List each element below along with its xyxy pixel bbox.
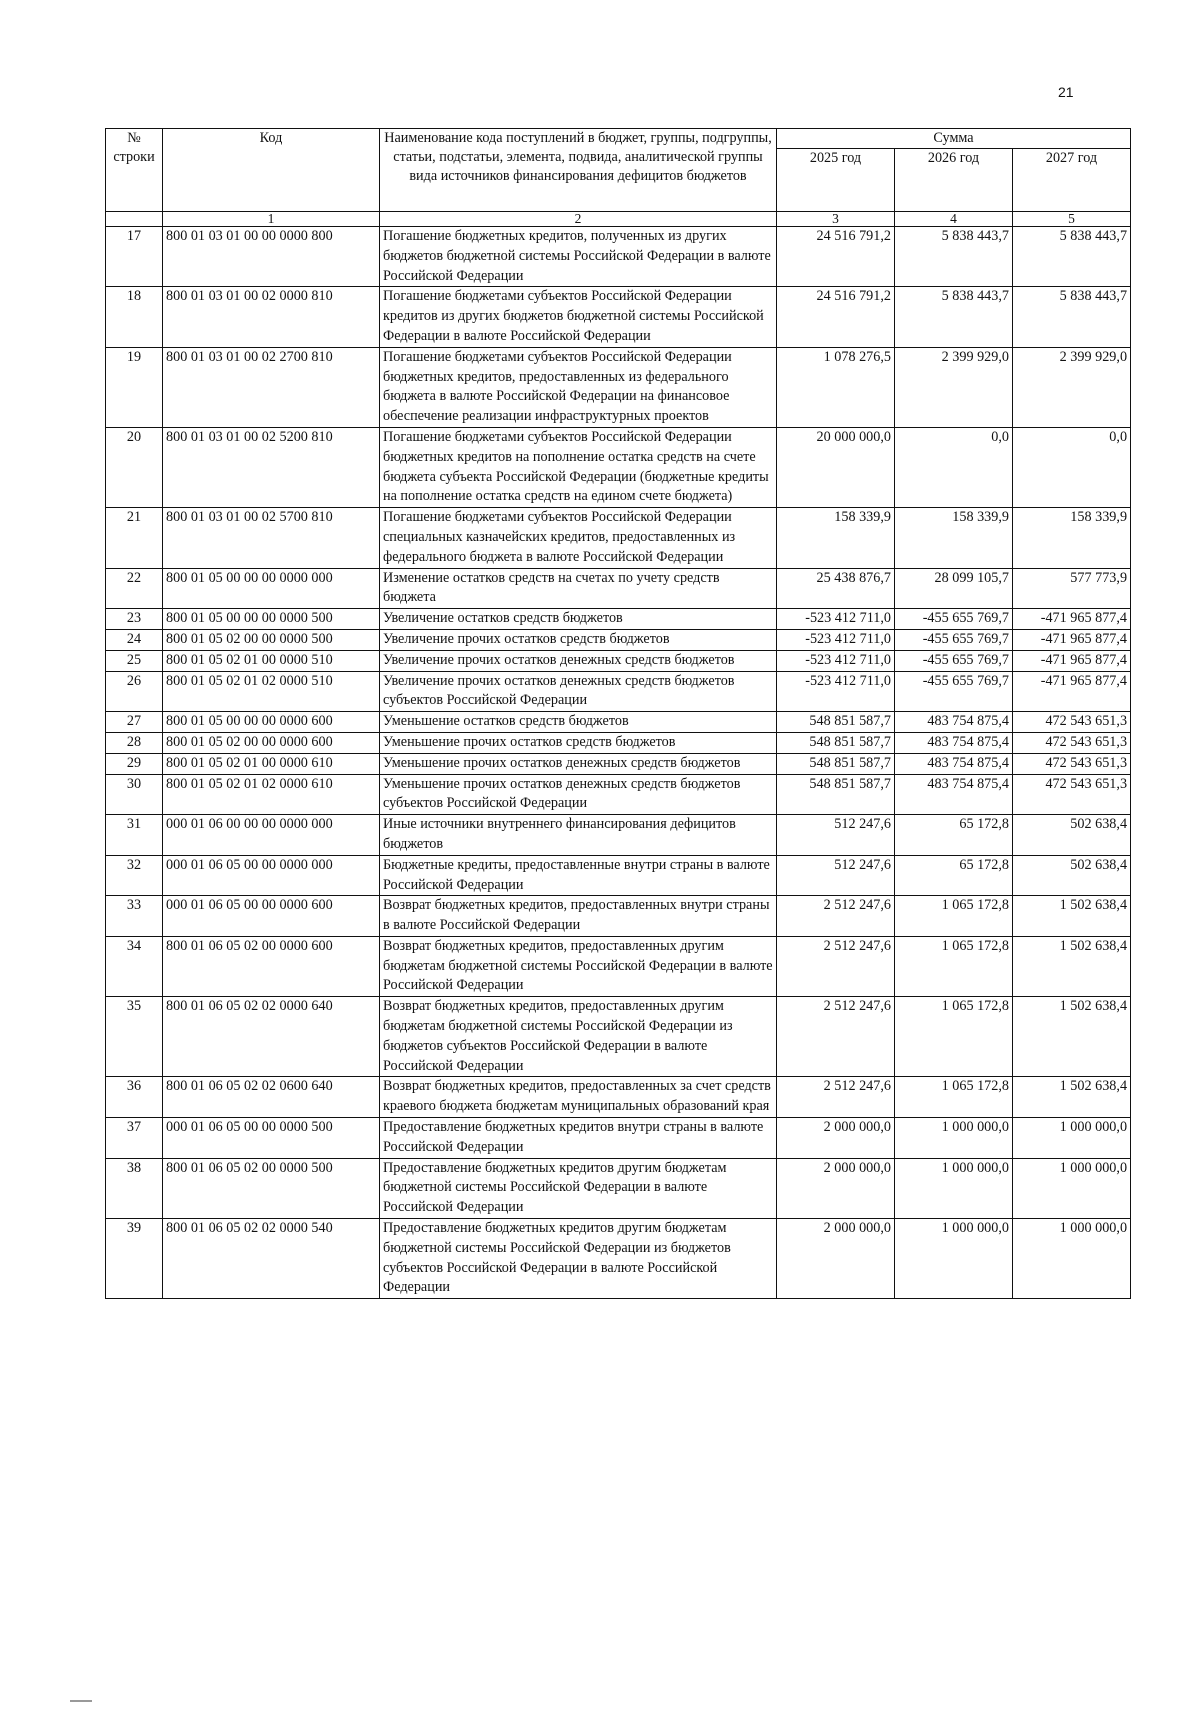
table-row — [106, 753, 1131, 774]
amount-2027-cell: 158 339,9 — [1013, 508, 1131, 568]
amount-2026-cell: 1 065 172,8 — [895, 1077, 1013, 1118]
table-row — [106, 568, 1131, 609]
name-cell: Увеличение прочих остатков денежных средств бюджетов субъектов Российской Федерации — [380, 671, 777, 712]
table-row — [106, 712, 1131, 733]
amount-2027-cell: 5 838 443,7 — [1013, 287, 1131, 347]
amount-2027-cell: 2 399 929,0 — [1013, 347, 1131, 427]
amount-2027-cell: 472 543 651,3 — [1013, 774, 1131, 815]
name-cell: Изменение остатков средств на счетах по учету средств бюджета — [380, 568, 777, 609]
amount-2025-cell: 548 851 587,7 — [777, 732, 895, 753]
amount-2027-cell: 1 502 638,4 — [1013, 1077, 1131, 1118]
amount-2027-cell: 472 543 651,3 — [1013, 732, 1131, 753]
row-number-cell: 21 — [106, 508, 163, 568]
amount-2025-cell: 2 000 000,0 — [777, 1219, 895, 1299]
code-cell: 000 01 06 00 00 00 0000 000 — [163, 815, 380, 856]
amount-2025-cell: 548 851 587,7 — [777, 774, 895, 815]
table-row — [106, 774, 1131, 815]
table-row — [106, 997, 1131, 1077]
row-number-cell: 31 — [106, 815, 163, 856]
table-row — [106, 936, 1131, 996]
table-row — [106, 609, 1131, 630]
code-cell: 800 01 05 02 01 00 0000 510 — [163, 650, 380, 671]
page-number: 21 — [1058, 84, 1074, 100]
row-number-cell: 38 — [106, 1158, 163, 1218]
code-cell: 800 01 05 00 00 00 0000 600 — [163, 712, 380, 733]
amount-2027-cell: 1 502 638,4 — [1013, 997, 1131, 1077]
table-row — [106, 1219, 1131, 1299]
code-cell: 800 01 06 05 02 00 0000 600 — [163, 936, 380, 996]
budget-sources-table — [105, 128, 1131, 1299]
column-number — [106, 212, 163, 227]
amount-2027-cell: 472 543 651,3 — [1013, 753, 1131, 774]
amount-2027-cell: 5 838 443,7 — [1013, 227, 1131, 287]
amount-2026-cell: 1 000 000,0 — [895, 1158, 1013, 1218]
header-sum: Сумма — [777, 129, 1131, 149]
amount-2027-cell: 1 000 000,0 — [1013, 1219, 1131, 1299]
amount-2027-cell: -471 965 877,4 — [1013, 650, 1131, 671]
code-cell: 000 01 06 05 00 00 0000 000 — [163, 855, 380, 896]
amount-2027-cell: 0,0 — [1013, 427, 1131, 507]
column-number: 2 — [380, 212, 777, 227]
name-cell: Погашение бюджетами субъектов Российской Федерации кредитов из других бюджетов бюджетной системы Российской Федерации в валюте Российской Федерации — [380, 287, 777, 347]
header-row-number: № строки — [106, 129, 163, 212]
amount-2025-cell: 2 000 000,0 — [777, 1118, 895, 1159]
row-number-cell: 33 — [106, 896, 163, 937]
name-cell: Иные источники внутреннего финансирования дефицитов бюджетов — [380, 815, 777, 856]
header-row — [106, 129, 1131, 149]
amount-2025-cell: 548 851 587,7 — [777, 753, 895, 774]
code-cell: 800 01 06 05 02 02 0000 540 — [163, 1219, 380, 1299]
row-number-cell: 19 — [106, 347, 163, 427]
row-number-cell: 25 — [106, 650, 163, 671]
amount-2026-cell: 1 000 000,0 — [895, 1219, 1013, 1299]
amount-2027-cell: -471 965 877,4 — [1013, 629, 1131, 650]
table-row — [106, 815, 1131, 856]
table-row — [106, 671, 1131, 712]
amount-2026-cell: 483 754 875,4 — [895, 732, 1013, 753]
name-cell: Уменьшение прочих остатков денежных средств бюджетов — [380, 753, 777, 774]
table-row — [106, 1158, 1131, 1218]
code-cell: 800 01 06 05 02 02 0600 640 — [163, 1077, 380, 1118]
amount-2025-cell: -523 412 711,0 — [777, 650, 895, 671]
column-number: 3 — [777, 212, 895, 227]
amount-2027-cell: 472 543 651,3 — [1013, 712, 1131, 733]
name-cell: Уменьшение прочих остатков денежных средств бюджетов субъектов Российской Федерации — [380, 774, 777, 815]
table-row — [106, 508, 1131, 568]
row-number-cell: 18 — [106, 287, 163, 347]
table-row — [106, 732, 1131, 753]
row-number-cell: 28 — [106, 732, 163, 753]
amount-2025-cell: 2 512 247,6 — [777, 896, 895, 937]
row-number-cell: 17 — [106, 227, 163, 287]
name-cell: Погашение бюджетных кредитов, полученных из других бюджетов бюджетной системы Российской Федерации в валюте Российской Федерации — [380, 227, 777, 287]
name-cell: Увеличение остатков средств бюджетов — [380, 609, 777, 630]
amount-2026-cell: 483 754 875,4 — [895, 774, 1013, 815]
table-row — [106, 427, 1131, 507]
amount-2026-cell: 5 838 443,7 — [895, 227, 1013, 287]
table-row — [106, 650, 1131, 671]
row-number-cell: 29 — [106, 753, 163, 774]
name-cell: Возврат бюджетных кредитов, предоставленных другим бюджетам бюджетной системы Российской Федерации из бюджетов субъектов Российской Федерации в валюте Российской Федерации — [380, 997, 777, 1077]
row-number-cell: 27 — [106, 712, 163, 733]
amount-2025-cell: 548 851 587,7 — [777, 712, 895, 733]
amount-2027-cell: 502 638,4 — [1013, 815, 1131, 856]
code-cell: 800 01 06 05 02 00 0000 500 — [163, 1158, 380, 1218]
name-cell: Предоставление бюджетных кредитов другим бюджетам бюджетной системы Российской Федерации в валюте Российской Федерации — [380, 1158, 777, 1218]
amount-2026-cell: 158 339,9 — [895, 508, 1013, 568]
name-cell: Уменьшение остатков средств бюджетов — [380, 712, 777, 733]
code-cell: 000 01 06 05 00 00 0000 600 — [163, 896, 380, 937]
row-number-cell: 39 — [106, 1219, 163, 1299]
table-row — [106, 287, 1131, 347]
row-number-cell: 37 — [106, 1118, 163, 1159]
code-cell: 800 01 03 01 00 02 5200 810 — [163, 427, 380, 507]
amount-2026-cell: 28 099 105,7 — [895, 568, 1013, 609]
amount-2027-cell: -471 965 877,4 — [1013, 609, 1131, 630]
scan-mark — [70, 1700, 92, 1702]
name-cell: Увеличение прочих остатков средств бюджетов — [380, 629, 777, 650]
amount-2025-cell: 24 516 791,2 — [777, 227, 895, 287]
amount-2026-cell: 1 065 172,8 — [895, 936, 1013, 996]
code-cell: 800 01 05 02 01 02 0000 610 — [163, 774, 380, 815]
row-number-cell: 26 — [106, 671, 163, 712]
row-number-cell: 22 — [106, 568, 163, 609]
amount-2027-cell: 502 638,4 — [1013, 855, 1131, 896]
header-code: Код — [163, 129, 380, 212]
amount-2026-cell: -455 655 769,7 — [895, 650, 1013, 671]
name-cell: Возврат бюджетных кредитов, предоставленных за счет средств краевого бюджета бюджетам муниципальных образований края — [380, 1077, 777, 1118]
amount-2026-cell: 65 172,8 — [895, 815, 1013, 856]
row-number-cell: 24 — [106, 629, 163, 650]
amount-2026-cell: -455 655 769,7 — [895, 671, 1013, 712]
amount-2026-cell: 483 754 875,4 — [895, 753, 1013, 774]
table-row — [106, 1077, 1131, 1118]
name-cell: Бюджетные кредиты, предоставленные внутри страны в валюте Российской Федерации — [380, 855, 777, 896]
code-cell: 800 01 05 02 00 00 0000 500 — [163, 629, 380, 650]
column-number: 4 — [895, 212, 1013, 227]
table-row — [106, 629, 1131, 650]
table-row — [106, 896, 1131, 937]
row-number-cell: 20 — [106, 427, 163, 507]
amount-2026-cell: 5 838 443,7 — [895, 287, 1013, 347]
code-cell: 800 01 03 01 00 02 2700 810 — [163, 347, 380, 427]
amount-2025-cell: 25 438 876,7 — [777, 568, 895, 609]
code-cell: 000 01 06 05 00 00 0000 500 — [163, 1118, 380, 1159]
code-cell: 800 01 05 00 00 00 0000 000 — [163, 568, 380, 609]
column-number: 1 — [163, 212, 380, 227]
amount-2025-cell: -523 412 711,0 — [777, 609, 895, 630]
column-numbers-row — [106, 212, 1131, 227]
amount-2025-cell: 24 516 791,2 — [777, 287, 895, 347]
amount-2026-cell: 65 172,8 — [895, 855, 1013, 896]
amount-2027-cell: 1 000 000,0 — [1013, 1118, 1131, 1159]
code-cell: 800 01 05 02 00 00 0000 600 — [163, 732, 380, 753]
column-number: 5 — [1013, 212, 1131, 227]
name-cell: Возврат бюджетных кредитов, предоставленных другим бюджетам бюджетной системы Российской Федерации в валюте Российской Федерации — [380, 936, 777, 996]
header-year-2027: 2027 год — [1013, 149, 1131, 212]
row-number-cell: 35 — [106, 997, 163, 1077]
name-cell: Погашение бюджетами субъектов Российской Федерации бюджетных кредитов на пополнение остатка средств на счете бюджета субъекта Российской Федерации (бюджетные кредиты на пополнение остатка средств на едином счете бюджета) — [380, 427, 777, 507]
row-number-cell: 36 — [106, 1077, 163, 1118]
amount-2025-cell: -523 412 711,0 — [777, 671, 895, 712]
amount-2026-cell: 1 000 000,0 — [895, 1118, 1013, 1159]
amount-2025-cell: -523 412 711,0 — [777, 629, 895, 650]
amount-2025-cell: 2 512 247,6 — [777, 997, 895, 1077]
name-cell: Предоставление бюджетных кредитов внутри страны в валюте Российской Федерации — [380, 1118, 777, 1159]
table-row — [106, 347, 1131, 427]
code-cell: 800 01 06 05 02 02 0000 640 — [163, 997, 380, 1077]
code-cell: 800 01 05 02 01 00 0000 610 — [163, 753, 380, 774]
amount-2025-cell: 2 000 000,0 — [777, 1158, 895, 1218]
code-cell: 800 01 03 01 00 00 0000 800 — [163, 227, 380, 287]
amount-2026-cell: -455 655 769,7 — [895, 609, 1013, 630]
header-name: Наименование кода поступлений в бюджет, группы, подгруппы, статьи, подстатьи, элемента, подвида, аналитической группы вида источников финансирования дефицитов бюджетов — [380, 129, 777, 212]
amount-2025-cell: 20 000 000,0 — [777, 427, 895, 507]
name-cell: Погашение бюджетами субъектов Российской Федерации бюджетных кредитов, предоставленных из федерального бюджета в валюте Российской Федерации на финансовое обеспечение реализации инфраструктурных проектов — [380, 347, 777, 427]
code-cell: 800 01 03 01 00 02 0000 810 — [163, 287, 380, 347]
amount-2027-cell: 1 502 638,4 — [1013, 936, 1131, 996]
row-number-cell: 30 — [106, 774, 163, 815]
amount-2026-cell: 0,0 — [895, 427, 1013, 507]
amount-2025-cell: 512 247,6 — [777, 815, 895, 856]
table-row — [106, 855, 1131, 896]
header-year-2025: 2025 год — [777, 149, 895, 212]
amount-2027-cell: 1 502 638,4 — [1013, 896, 1131, 937]
row-number-cell: 34 — [106, 936, 163, 996]
name-cell: Возврат бюджетных кредитов, предоставленных внутри страны в валюте Российской Федерации — [380, 896, 777, 937]
code-cell: 800 01 05 00 00 00 0000 500 — [163, 609, 380, 630]
amount-2025-cell: 512 247,6 — [777, 855, 895, 896]
amount-2026-cell: 1 065 172,8 — [895, 896, 1013, 937]
amount-2027-cell: -471 965 877,4 — [1013, 671, 1131, 712]
name-cell: Увеличение прочих остатков денежных средств бюджетов — [380, 650, 777, 671]
row-number-cell: 32 — [106, 855, 163, 896]
amount-2025-cell: 158 339,9 — [777, 508, 895, 568]
row-number-cell: 23 — [106, 609, 163, 630]
amount-2025-cell: 1 078 276,5 — [777, 347, 895, 427]
amount-2027-cell: 1 000 000,0 — [1013, 1158, 1131, 1218]
code-cell: 800 01 05 02 01 02 0000 510 — [163, 671, 380, 712]
amount-2026-cell: 1 065 172,8 — [895, 997, 1013, 1077]
name-cell: Предоставление бюджетных кредитов другим бюджетам бюджетной системы Российской Федерации из бюджетов субъектов Российской Федерации в валюте Российской Федерации — [380, 1219, 777, 1299]
table-row — [106, 227, 1131, 287]
amount-2027-cell: 577 773,9 — [1013, 568, 1131, 609]
name-cell: Уменьшение прочих остатков средств бюджетов — [380, 732, 777, 753]
table-row — [106, 1118, 1131, 1159]
header-year-2026: 2026 год — [895, 149, 1013, 212]
amount-2026-cell: 483 754 875,4 — [895, 712, 1013, 733]
amount-2025-cell: 2 512 247,6 — [777, 1077, 895, 1118]
code-cell: 800 01 03 01 00 02 5700 810 — [163, 508, 380, 568]
amount-2026-cell: -455 655 769,7 — [895, 629, 1013, 650]
name-cell: Погашение бюджетами субъектов Российской Федерации специальных казначейских кредитов, предоставленных из федерального бюджета в валюте Российской Федерации — [380, 508, 777, 568]
amount-2026-cell: 2 399 929,0 — [895, 347, 1013, 427]
amount-2025-cell: 2 512 247,6 — [777, 936, 895, 996]
